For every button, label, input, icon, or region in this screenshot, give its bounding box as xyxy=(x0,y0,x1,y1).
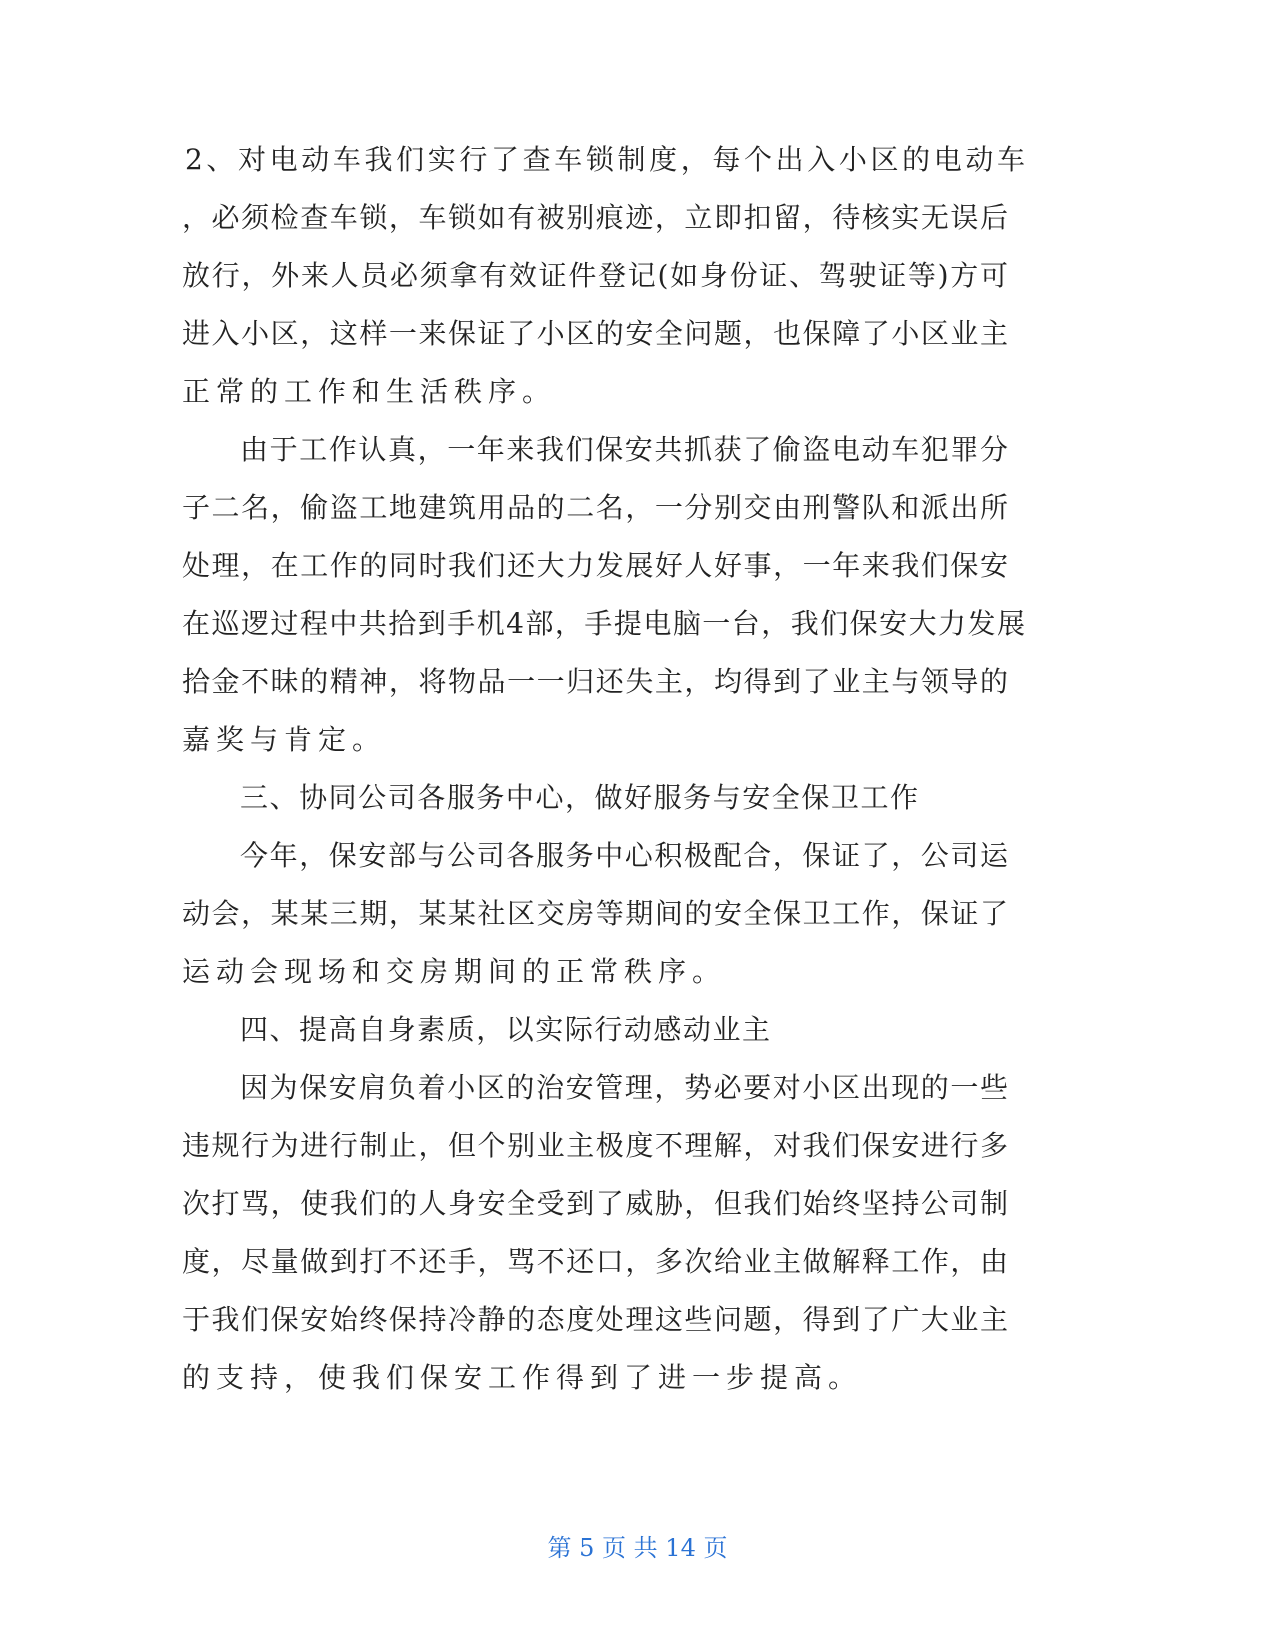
line-text: 度，尽量做到打不还手，骂不还口，多次给业主做解释工作，由 xyxy=(182,1245,1010,1278)
line-text: 嘉奖与肯定。 xyxy=(182,723,387,756)
text-line xyxy=(0,256,1275,296)
text-line xyxy=(0,140,1275,180)
line-text: 因为保安肩负着小区的治安管理，势必要对小区出现的一些 xyxy=(240,1071,1010,1104)
section-heading-text: 三、协同公司各服务中心，做好服务与安全保卫工作 xyxy=(240,781,920,814)
line-text: 的支持，使我们保安工作得到了进一步提高。 xyxy=(182,1361,863,1394)
line-text: 拾金不昧的精神，将物品一一归还失主，均得到了业主与领导的 xyxy=(182,665,1010,698)
page-number: 第 5 页 共 14 页 xyxy=(547,1534,728,1562)
section-heading xyxy=(0,778,1275,818)
text-line xyxy=(0,662,1275,702)
line-text: 放行，外来人员必须拿有效证件登记(如身份证、驾驶证等)方可 xyxy=(182,259,1010,292)
line-text: ，必须检查车锁，车锁如有被别痕迹，立即扣留，待核实无误后 xyxy=(182,201,1010,234)
text-line xyxy=(0,1184,1275,1224)
line-text: 在巡逻过程中共拾到手机4部，手提电脑一台，我们保安大力发展 xyxy=(182,607,1027,640)
line-text: 处理，在工作的同时我们还大力发展好人好事，一年来我们保安 xyxy=(182,549,1010,582)
text-line xyxy=(0,1068,1275,1108)
section-heading-text: 四、提高自身素质，以实际行动感动业主 xyxy=(240,1013,772,1046)
text-line xyxy=(0,952,1275,992)
text-line xyxy=(0,1358,1275,1398)
text-line xyxy=(0,430,1275,470)
text-line xyxy=(0,894,1275,934)
line-text: 子二名，偷盗工地建筑用品的二名，一分别交由刑警队和派出所 xyxy=(182,491,1010,524)
text-line xyxy=(0,1242,1275,1282)
text-line xyxy=(0,546,1275,586)
line-text: 次打骂，使我们的人身安全受到了威胁，但我们始终坚持公司制 xyxy=(182,1187,1010,1220)
line-text: 由于工作认真，一年来我们保安共抓获了偷盗电动车犯罪分 xyxy=(240,433,1010,466)
text-line xyxy=(0,604,1275,644)
line-text: 正常的工作和生活秩序。 xyxy=(182,375,557,408)
line-text: 运动会现场和交房期间的正常秩序。 xyxy=(182,955,727,988)
text-line xyxy=(0,836,1275,876)
line-text: 动会，某某三期，某某社区交房等期间的安全保卫工作，保证了 xyxy=(182,897,1010,930)
text-line xyxy=(0,488,1275,528)
text-line xyxy=(0,1126,1275,1166)
section-heading xyxy=(0,1010,1275,1050)
page-footer xyxy=(0,1532,1275,1564)
line-text: 违规行为进行制止，但个别业主极度不理解，对我们保安进行多 xyxy=(182,1129,1010,1162)
text-line xyxy=(0,314,1275,354)
line-text: 进入小区，这样一来保证了小区的安全问题，也保障了小区业主 xyxy=(182,317,1010,350)
text-line xyxy=(0,198,1275,238)
line-text: 2、对电动车我们实行了查车锁制度，每个出入小区的电动车 xyxy=(185,143,1029,176)
text-line xyxy=(0,1300,1275,1340)
line-text: 今年，保安部与公司各服务中心积极配合，保证了，公司运 xyxy=(240,839,1010,872)
text-line xyxy=(0,720,1275,760)
line-text: 于我们保安始终保持冷静的态度处理这些问题，得到了广大业主 xyxy=(182,1303,1010,1336)
text-line xyxy=(0,372,1275,412)
